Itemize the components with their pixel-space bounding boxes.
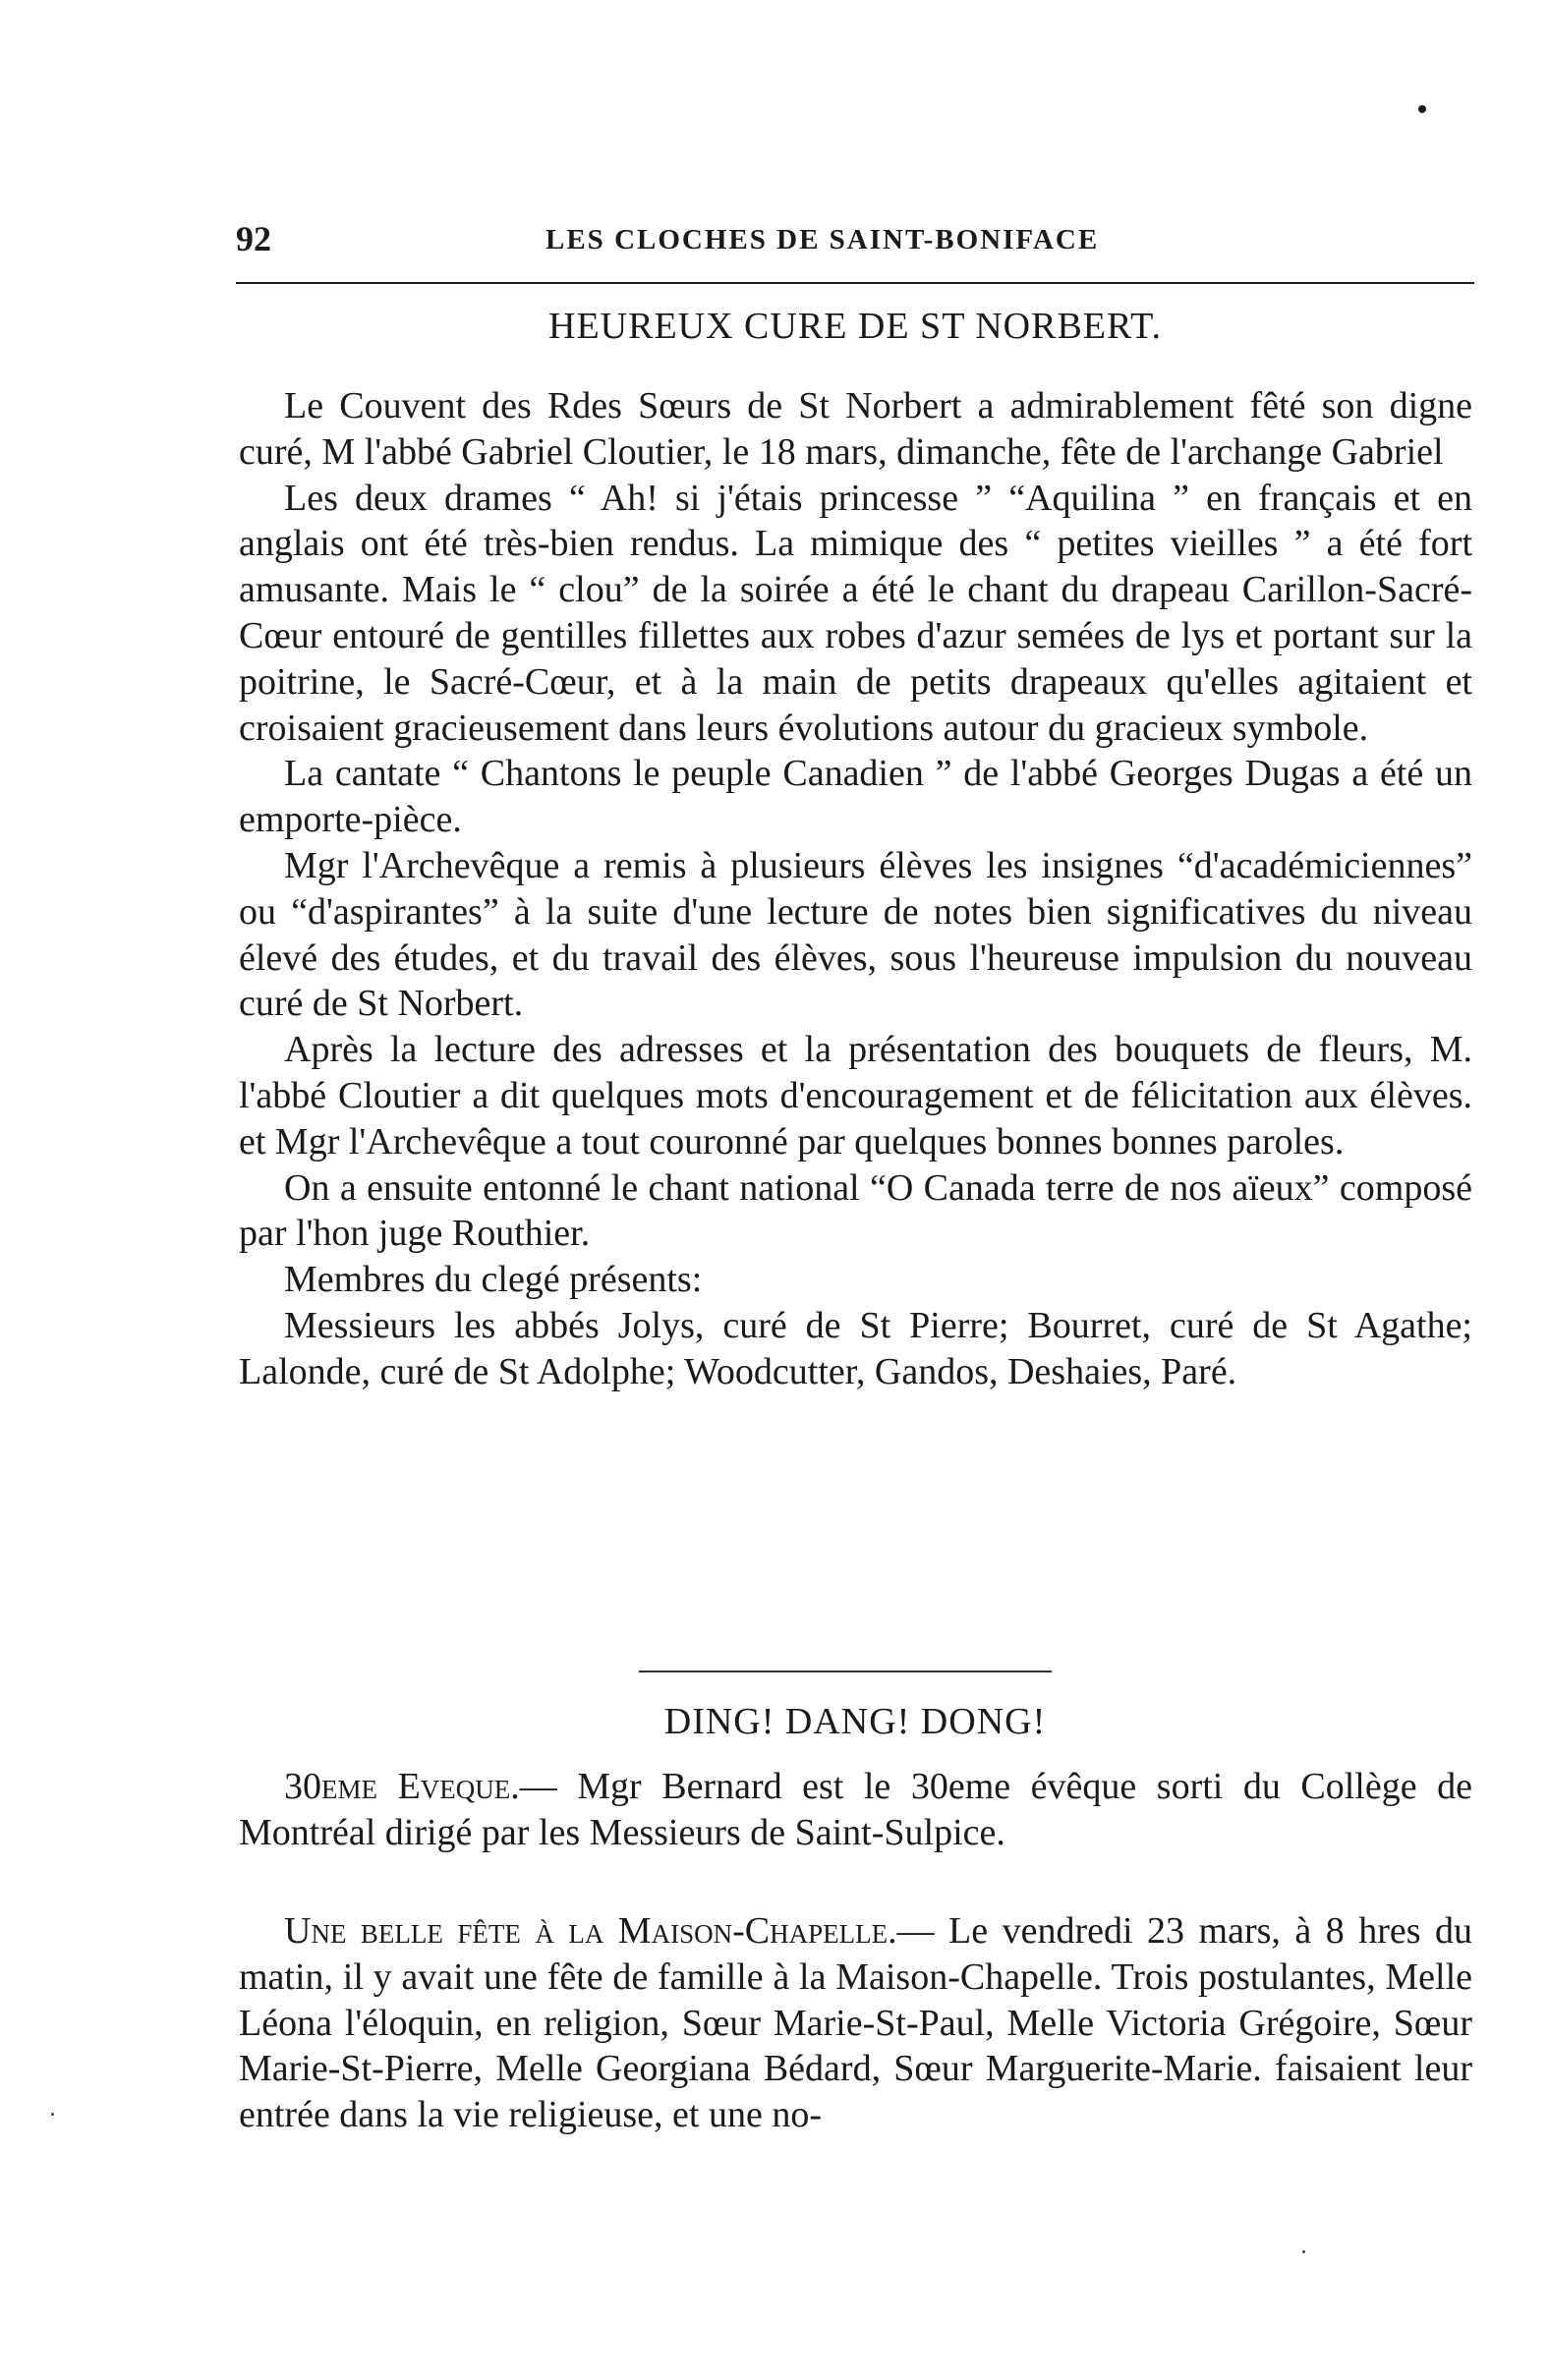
paragraph: Les deux drames “ Ah! si j'étais princesse ” “Aquilina ” en français et en anglais ont été très-bien rendus. La mimique des “ petites vieilles ” a été fort amusante. Mais le “ clou” de la soirée a été le chant du drapeau Carillon-Sacré-Cœur entouré de gentilles fillettes aux robes d'azur semées de lys et portant sur la poitrine, le Sacré-Cœur, et à la main de petits drapeaux qu'elles agitaient et croisaient gracieusement dans leurs évolutions autour du gracieux symbole.: [239, 477, 1472, 749]
paragraph: Membres du clegé présents:: [284, 1259, 703, 1301]
paragraph: Messieurs les abbés Jolys, curé de St Pierre; Bourret, curé de St Agathe; Lalonde, curé de St Adolphe; Woodcutter, Gandos, Deshaies, Paré.: [239, 1304, 1472, 1392]
news-item: [239, 1908, 1472, 2138]
section-divider: [639, 1671, 1052, 1672]
paragraph: [239, 1908, 1472, 2138]
item-lead: Une belle fête à la Maison-Chapelle.—: [284, 1910, 935, 1952]
ink-speck: [1302, 2250, 1305, 2253]
article-title: HEUREUX CURE DE ST NORBERT.: [548, 306, 1162, 347]
item-lead: 30eme Eveque.—: [284, 1766, 557, 1807]
paragraph: [239, 1764, 1472, 1856]
item-text: Le vendredi 23 mars, à 8 hres du matin, il y avait une fête de famille à la Maison-Chapelle. Trois postulantes, Melle Léona l'éloquin, en religion, Sœur Marie-St-Paul, Melle Victoria Grégoire, Sœur Marie-St-Pierre, Melle Georgiana Bédard, Sœur Marguerite-Marie. faisaient leur entrée dans la vie religieuse, et une no-: [239, 1910, 1472, 2136]
article-title: DING! DANG! DONG!: [663, 1701, 1047, 1742]
paragraph: Après la lecture des adresses et la présentation des bouquets de fleurs, M. l'abbé Cloutier a dit quelques mots d'encouragement et de félicitation aux élèves. et Mgr l'Archevêque a tout couronné par quelques bonnes bonnes paroles.: [239, 1029, 1472, 1162]
paragraph: Le Couvent des Rdes Sœurs de St Norbert a admirablement fêté son digne curé, M l'abbé Gabriel Cloutier, le 18 mars, dimanche, fête de l'archange Gabriel: [239, 385, 1472, 473]
item-text: Mgr Bernard est le 30eme évêque sorti du Collège de Montréal dirigé par les Messieurs de Saint-Sulpice.: [239, 1766, 1472, 1853]
page-number: 92: [236, 219, 271, 258]
paragraph: La cantate “ Chantons le peuple Canadien ” de l'abbé Georges Dugas a été un emporte-pièce.: [239, 753, 1472, 841]
header-rule: [236, 282, 1474, 284]
running-head: LES CLOCHES DE SAINT-BONIFACE: [545, 224, 1100, 255]
news-item: [239, 1764, 1472, 1856]
page-header: [236, 218, 1474, 257]
ink-dot: [1418, 105, 1426, 113]
article-body: [239, 383, 1472, 1395]
ink-speck: [51, 2113, 54, 2116]
paragraph: Mgr l'Archevêque a remis à plusieurs élèves les insignes “d'académiciennes” ou “d'aspirantes” à la suite d'une lecture de notes bien significatives du niveau élevé des études, et du travail des élèves, sous l'heureuse impulsion du nouveau curé de St Norbert.: [239, 844, 1472, 1025]
paragraph: On a ensuite entonné le chant national “O Canada terre de nos aïeux” composé par l'hon juge Routhier.: [239, 1166, 1472, 1255]
